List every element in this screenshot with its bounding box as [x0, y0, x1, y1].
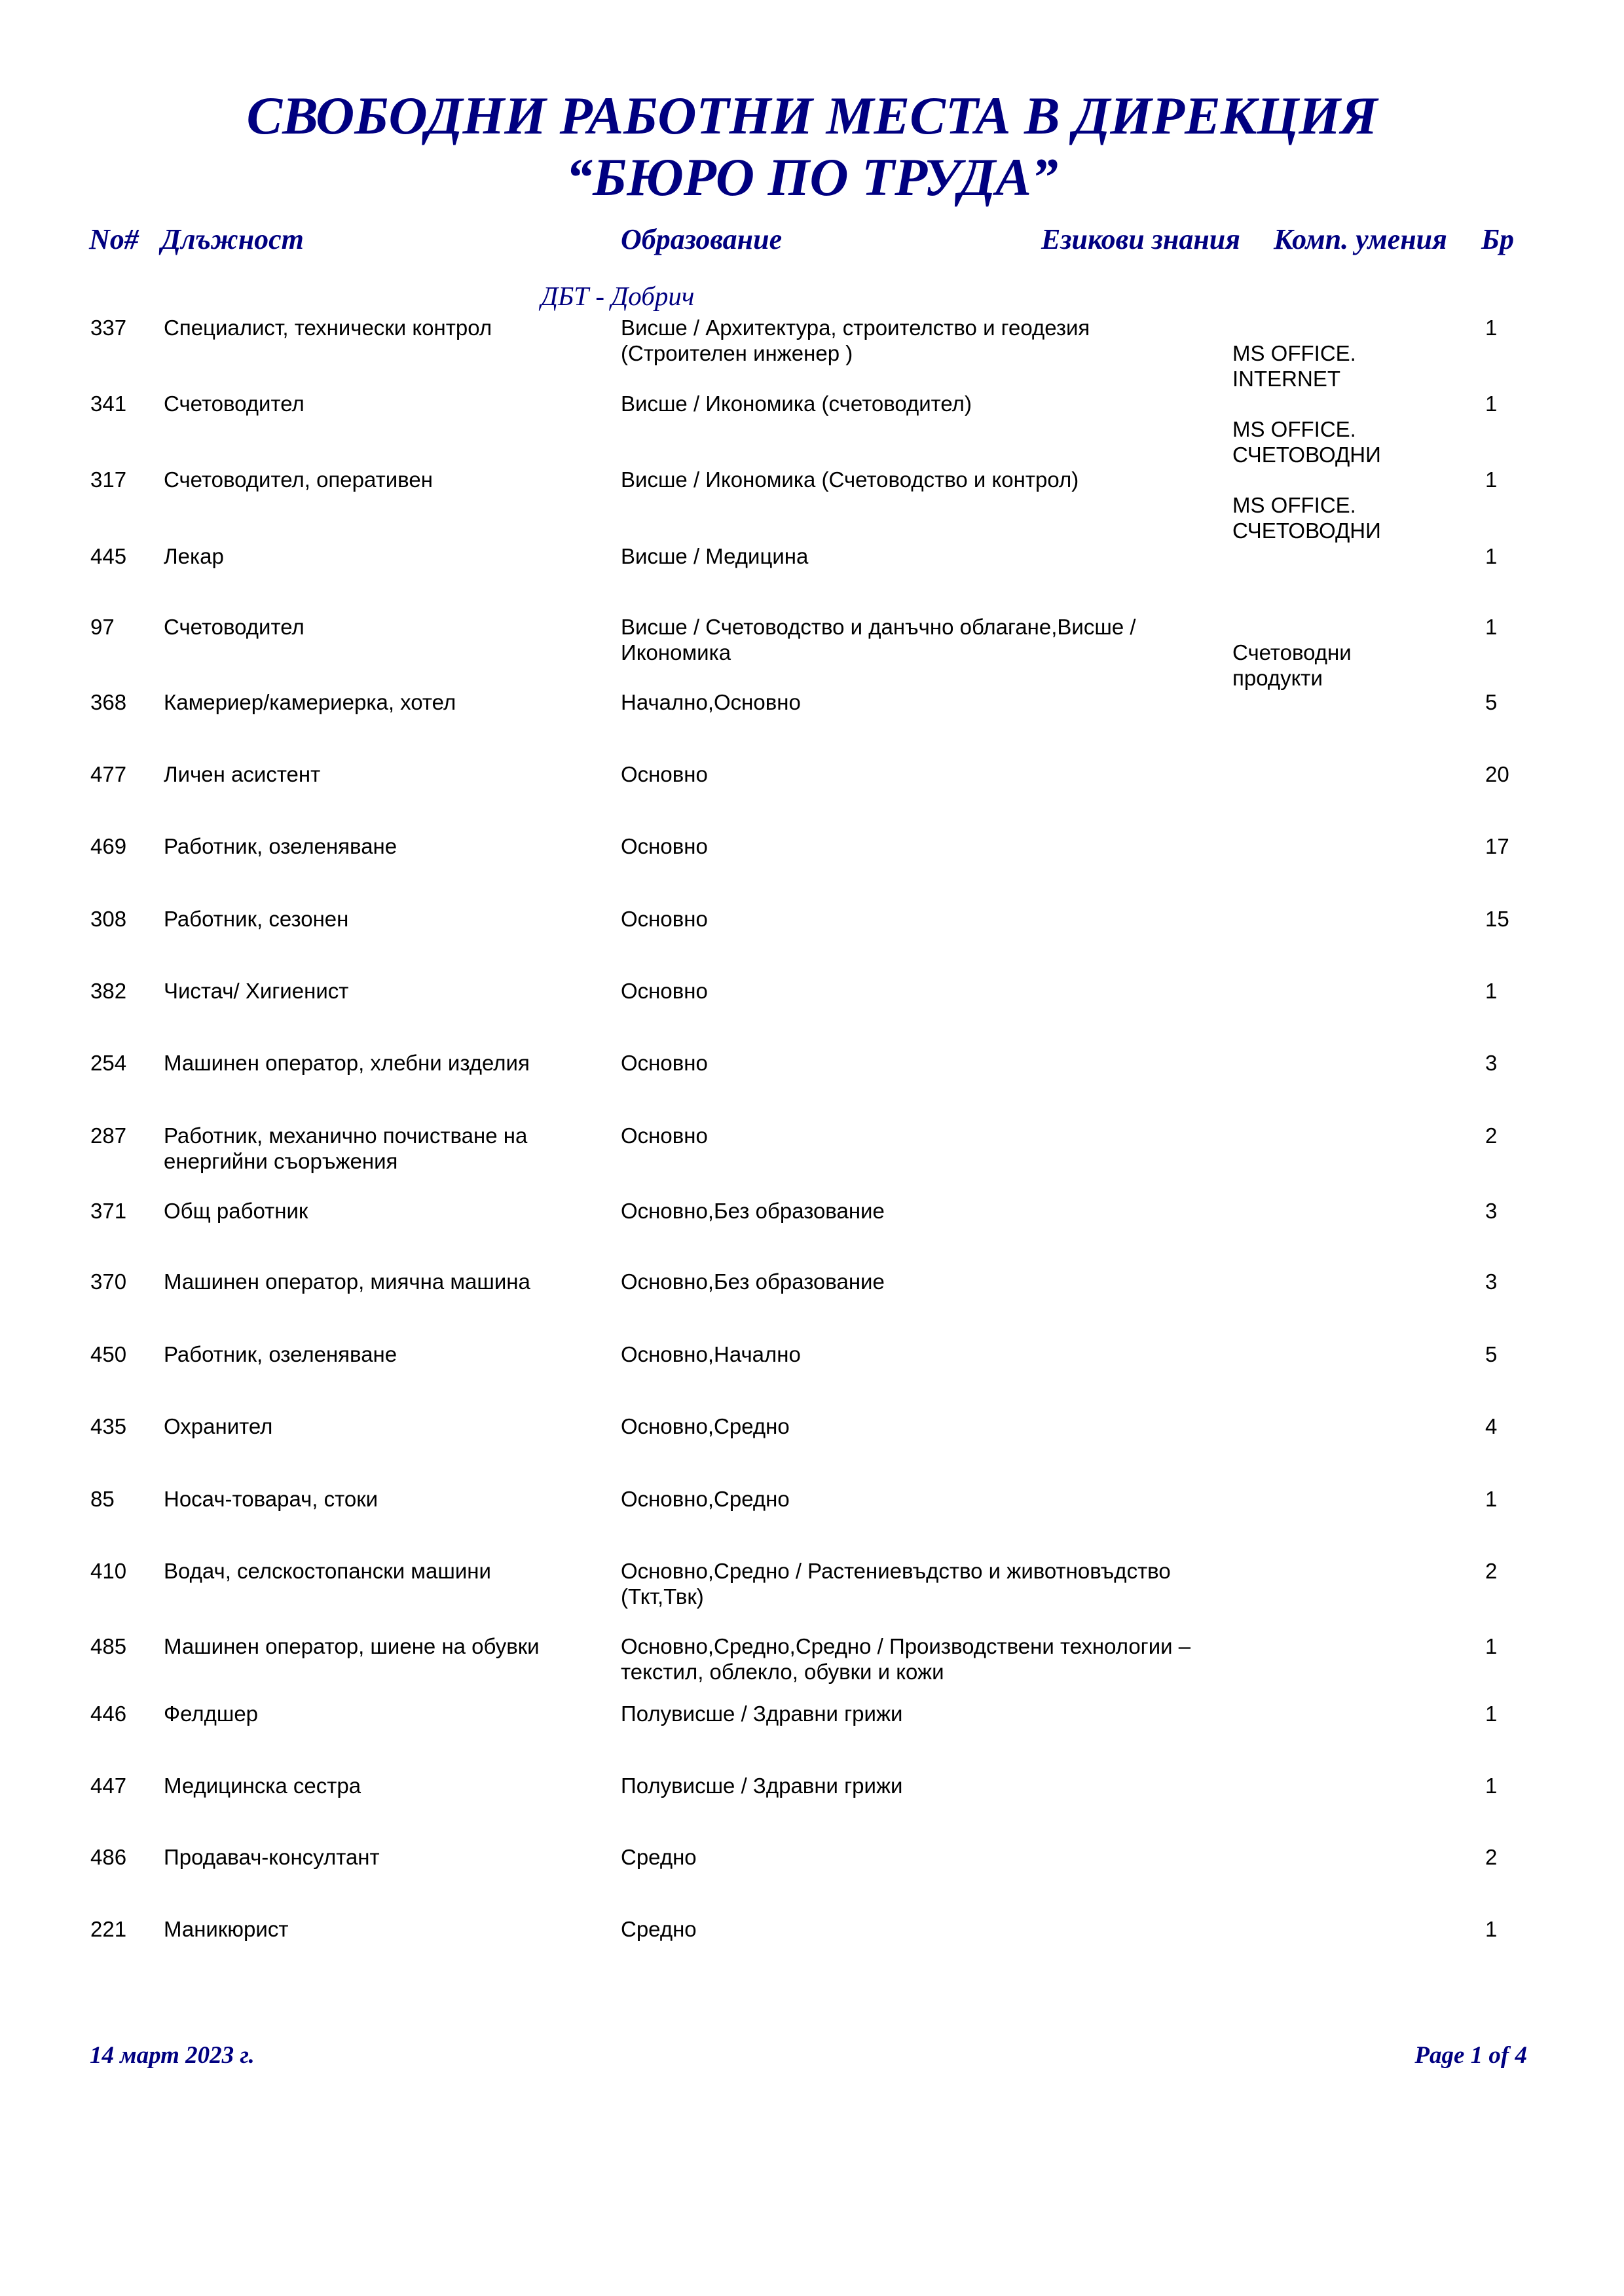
cell-education: [621, 1633, 1210, 1685]
table-row: [0, 543, 1624, 622]
table-row: [0, 906, 1624, 985]
table-row: [0, 614, 1624, 693]
table-row: [0, 1341, 1624, 1420]
cell-education-line: Начално,Основно: [621, 690, 801, 714]
cell-education-line: Основно,Средно / Растениевъдство и животновъдство: [621, 1559, 1171, 1583]
cell-count: 17: [1485, 834, 1509, 858]
cell-education-line: (Строителен инженер ): [621, 341, 853, 365]
table-row: [0, 391, 1624, 469]
cell-no: 370: [90, 1269, 127, 1294]
cell-position: [164, 1123, 583, 1174]
table-row: [0, 467, 1624, 545]
cell-education-line: Икономика: [621, 640, 731, 665]
header-education: Образование: [621, 223, 783, 255]
cell-position-line: Камериер/камериерка, хотел: [164, 690, 456, 714]
page-title-line-2: “БЮРО ПО ТРУДА”: [566, 147, 1058, 207]
cell-count: 2: [1485, 1559, 1498, 1583]
cell-education: [621, 978, 1210, 1004]
section-label: ДБТ - Добрич: [541, 281, 695, 311]
cell-position-line: Лекар: [164, 544, 224, 568]
cell-education-line: Висше / Медицина: [621, 544, 809, 568]
table-row: [0, 1701, 1624, 1779]
cell-no: 287: [90, 1123, 127, 1148]
table-row: [0, 1773, 1624, 1851]
cell-education-line: Основно: [621, 762, 708, 786]
cell-computer-skills-line: Счетоводни: [1232, 640, 1352, 665]
cell-count: 1: [1485, 1702, 1498, 1726]
cell-education-line: Основно,Средно: [621, 1414, 790, 1438]
cell-education-line: Основно: [621, 1051, 708, 1075]
cell-computer-skills: [1232, 416, 1429, 467]
cell-computer-skills-line: MS OFFICE.: [1232, 341, 1356, 365]
cell-position-line: Машинен оператор, шиене на обувки: [164, 1634, 540, 1658]
cell-count: 15: [1485, 907, 1509, 931]
cell-no: 485: [90, 1634, 127, 1658]
cell-education-line: Основно: [621, 834, 708, 858]
cell-no: 368: [90, 690, 127, 714]
cell-education: [621, 1413, 1210, 1439]
header-count: Бр: [1481, 223, 1514, 255]
cell-position: [164, 1050, 583, 1076]
cell-no: 446: [90, 1702, 127, 1726]
cell-education-line: Средно: [621, 1845, 697, 1869]
cell-count: 3: [1485, 1199, 1498, 1223]
cell-education-line: Основно: [621, 979, 708, 1003]
table-row: [0, 1486, 1624, 1565]
cell-no: 221: [90, 1917, 127, 1941]
cell-count: 1: [1485, 544, 1498, 568]
table-row: [0, 978, 1624, 1057]
cell-no: 317: [90, 467, 127, 492]
cell-education: [621, 1916, 1210, 1942]
footer-date: 14 март 2023 г.: [90, 2042, 255, 2069]
cell-education: [621, 1269, 1210, 1294]
cell-count: 4: [1485, 1414, 1498, 1438]
cell-position-line: Носач-товарач, стоки: [164, 1487, 378, 1511]
cell-no: 308: [90, 907, 127, 931]
cell-computer-skills-line: MS OFFICE.: [1232, 417, 1356, 441]
cell-position-line: Счетоводител: [164, 392, 304, 416]
cell-position-line: Медицинска сестра: [164, 1774, 361, 1798]
cell-position: [164, 315, 583, 340]
cell-count: 1: [1485, 1634, 1498, 1658]
header-no: No#: [89, 223, 139, 255]
cell-position: [164, 1198, 583, 1224]
cell-count: 1: [1485, 467, 1498, 492]
cell-position: [164, 391, 583, 416]
cell-education: [621, 315, 1210, 366]
cell-education: [621, 1844, 1210, 1870]
cell-count: 1: [1485, 1774, 1498, 1798]
cell-count: 1: [1485, 979, 1498, 1003]
cell-position: [164, 761, 583, 787]
footer-page-number: Page 1 of 4: [1414, 2042, 1527, 2069]
cell-position: [164, 1701, 583, 1726]
cell-no: 477: [90, 762, 127, 786]
cell-position-line: Продавач-консултант: [164, 1845, 380, 1869]
header-position: Длъжност: [161, 223, 304, 255]
cell-position-line: Специалист, технически контрол: [164, 316, 492, 340]
cell-count: 2: [1485, 1845, 1498, 1869]
table-row: [0, 761, 1624, 840]
cell-no: 341: [90, 392, 127, 416]
cell-education: [621, 1773, 1210, 1798]
cell-education: [621, 1701, 1210, 1726]
header-languages: Езикови знания: [1041, 223, 1240, 255]
cell-education: [621, 1558, 1210, 1609]
cell-position: [164, 1341, 583, 1367]
cell-no: 469: [90, 834, 127, 858]
table-row: [0, 689, 1624, 768]
cell-position-line: енергийни съоръжения: [164, 1149, 398, 1173]
cell-position: [164, 978, 583, 1004]
cell-computer-skills-line: продукти: [1232, 666, 1323, 690]
cell-education: [621, 614, 1210, 665]
cell-computer-skills-line: INTERNET: [1232, 367, 1340, 391]
cell-position-line: Охранител: [164, 1414, 273, 1438]
cell-position: [164, 1773, 583, 1798]
cell-position-line: Счетоводител: [164, 615, 304, 639]
cell-education-line: Основно,Средно,Средно / Производствени технологии –: [621, 1634, 1191, 1658]
cell-computer-skills: [1232, 340, 1429, 392]
cell-computer-skills-line: СЧЕТОВОДНИ: [1232, 519, 1381, 543]
cell-position-line: Счетоводител, оперативен: [164, 467, 433, 492]
cell-education-line: (Ткт,Твк): [621, 1584, 704, 1609]
cell-position: [164, 467, 583, 492]
cell-education: [621, 761, 1210, 787]
cell-education: [621, 1050, 1210, 1076]
cell-position: [164, 833, 583, 859]
cell-education-line: Основно,Без образование: [621, 1199, 885, 1223]
cell-position: [164, 1486, 583, 1512]
table-row: [0, 1050, 1624, 1129]
cell-no: 371: [90, 1199, 127, 1223]
table-row: [0, 1269, 1624, 1347]
table-row: [0, 1916, 1624, 1995]
page-title-line-1: СВОБОДНИ РАБОТНИ МЕСТА В ДИРЕКЦИЯ: [246, 86, 1378, 145]
cell-position: [164, 906, 583, 932]
cell-education: [621, 1486, 1210, 1512]
cell-position: [164, 543, 583, 569]
cell-no: 486: [90, 1845, 127, 1869]
cell-education: [621, 1341, 1210, 1367]
cell-education-line: Висше / Счетоводство и данъчно облагане,Висше /: [621, 615, 1136, 639]
cell-position-line: Работник, механично почистване на: [164, 1123, 528, 1148]
cell-no: 337: [90, 316, 127, 340]
cell-education-line: Основно: [621, 1123, 708, 1148]
cell-no: 382: [90, 979, 127, 1003]
cell-position-line: Машинен оператор, хлебни изделия: [164, 1051, 530, 1075]
cell-position-line: Работник, озеленяване: [164, 1342, 397, 1366]
cell-count: 1: [1485, 316, 1498, 340]
cell-education-line: Полувисше / Здравни грижи: [621, 1774, 903, 1798]
cell-education-line: текстил, облекло, обувки и кожи: [621, 1660, 944, 1684]
cell-position-line: Водач, селскостопански машини: [164, 1559, 491, 1583]
cell-count: 1: [1485, 615, 1498, 639]
cell-count: 5: [1485, 1342, 1498, 1366]
cell-computer-skills: [1232, 492, 1429, 543]
cell-position-line: Личен асистент: [164, 762, 321, 786]
cell-computer-skills: [1232, 640, 1429, 691]
cell-education: [621, 906, 1210, 932]
cell-position: [164, 1269, 583, 1294]
cell-computer-skills-line: MS OFFICE.: [1232, 493, 1356, 517]
cell-position-line: Общ работник: [164, 1199, 308, 1223]
cell-education-line: Основно: [621, 907, 708, 931]
cell-no: 435: [90, 1414, 127, 1438]
cell-no: 450: [90, 1342, 127, 1366]
cell-no: 447: [90, 1774, 127, 1798]
cell-count: 2: [1485, 1123, 1498, 1148]
cell-no: 97: [90, 615, 115, 639]
cell-position: [164, 1413, 583, 1439]
cell-education: [621, 1198, 1210, 1224]
cell-education-line: Основно,Начално: [621, 1342, 801, 1366]
cell-no: 445: [90, 544, 127, 568]
cell-no: 410: [90, 1559, 127, 1583]
cell-no: 254: [90, 1051, 127, 1075]
cell-education: [621, 689, 1210, 715]
cell-education: [621, 1123, 1210, 1148]
cell-education: [621, 833, 1210, 859]
cell-education-line: Основно,Средно: [621, 1487, 790, 1511]
cell-position-line: Машинен оператор, миячна машина: [164, 1269, 530, 1294]
cell-education-line: Полувисше / Здравни грижи: [621, 1702, 903, 1726]
cell-education-line: Висше / Икономика (счетоводител): [621, 392, 972, 416]
table-row: [0, 1633, 1624, 1712]
table-row: [0, 833, 1624, 912]
table-row: [0, 1413, 1624, 1492]
cell-count: 1: [1485, 392, 1498, 416]
cell-education-line: Основно,Без образование: [621, 1269, 885, 1294]
table-row: [0, 1123, 1624, 1201]
cell-position-line: Фелдшер: [164, 1702, 259, 1726]
header-computer-skills: Комп. умения: [1274, 223, 1447, 255]
cell-count: 3: [1485, 1269, 1498, 1294]
table-row: [0, 1558, 1624, 1637]
cell-education-line: Висше / Икономика (Счетоводство и контрол): [621, 467, 1079, 492]
cell-no: 85: [90, 1487, 115, 1511]
cell-position: [164, 1558, 583, 1584]
cell-position: [164, 1633, 583, 1659]
cell-position-line: Работник, сезонен: [164, 907, 349, 931]
cell-count: 3: [1485, 1051, 1498, 1075]
cell-count: 1: [1485, 1487, 1498, 1511]
cell-position-line: Маникюрист: [164, 1917, 289, 1941]
cell-count: 1: [1485, 1917, 1498, 1941]
cell-position: [164, 689, 583, 715]
table-row: [0, 315, 1624, 393]
cell-education: [621, 543, 1210, 569]
cell-position: [164, 1844, 583, 1870]
cell-education: [621, 391, 1210, 416]
cell-position: [164, 1916, 583, 1942]
table-row: [0, 1198, 1624, 1277]
cell-computer-skills-line: СЧЕТОВОДНИ: [1232, 443, 1381, 467]
cell-education-line: Средно: [621, 1917, 697, 1941]
cell-count: 5: [1485, 690, 1498, 714]
table-row: [0, 1844, 1624, 1923]
cell-position: [164, 614, 583, 640]
cell-position-line: Чистач/ Хигиенист: [164, 979, 349, 1003]
cell-count: 20: [1485, 762, 1509, 786]
cell-education: [621, 467, 1210, 492]
cell-education-line: Висше / Архитектура, строителство и геодезия: [621, 316, 1090, 340]
cell-position-line: Работник, озеленяване: [164, 834, 397, 858]
